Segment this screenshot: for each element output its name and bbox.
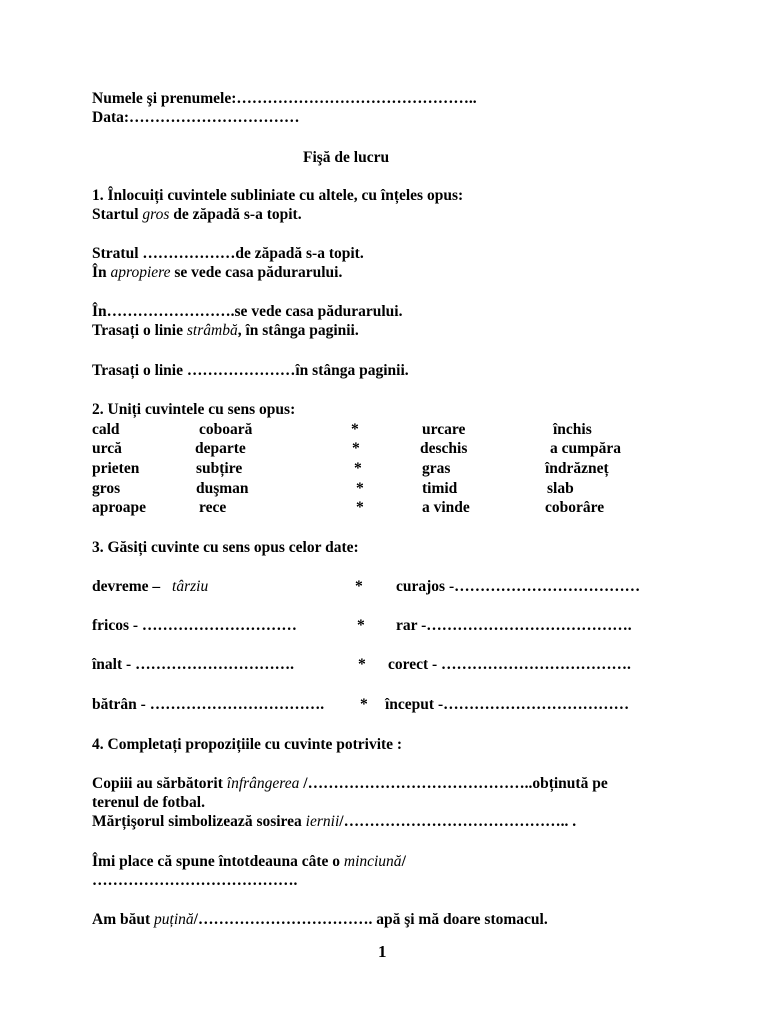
ex3-right-item: rar -…………………………………. <box>396 617 632 634</box>
ex2-star: * <box>354 460 362 477</box>
ex2-word: deschis <box>420 440 468 457</box>
ex3-right-item: început -……………………………… <box>385 696 630 713</box>
ex1-answer-2: În…………………….se vede casa pădurarului. <box>92 303 403 320</box>
name-line: Numele şi prenumele:……………………………………….. <box>92 90 477 107</box>
ex2-star: * <box>351 421 359 438</box>
ex4-instruction: 4. Completați propozițiile cu cuvinte potrivite : <box>92 736 403 753</box>
ex2-word: a cumpăra <box>550 440 622 457</box>
ex3-left-item: bătrân - ……………………………. <box>92 696 325 713</box>
ex4-sentence-4: Am băut puțină/……………………………. apă şi mă doare stomacul. <box>92 911 548 928</box>
ex2-word: departe <box>195 440 246 457</box>
ex2-word: timid <box>422 480 458 497</box>
ex2-word: slab <box>547 480 574 497</box>
ex3-star: * <box>360 696 368 713</box>
ex2-word: rece <box>199 499 227 516</box>
date-line: Data:…………………………… <box>92 109 300 126</box>
ex4-sentence-3-cont: …………………………………. <box>92 872 298 889</box>
ex1-instruction: 1. Înlocuiți cuvintele subliniate cu altele, cu înțeles opus: <box>92 187 464 204</box>
ex1-sentence-2: În apropiere se vede casa pădurarului. <box>92 264 343 281</box>
ex3-left-item: înalt - …………………………. <box>92 656 294 673</box>
page-title: Fişă de lucru <box>303 149 390 166</box>
ex2-word: cald <box>92 421 120 438</box>
ex3-star: * <box>355 578 363 595</box>
ex3-instruction: 3. Găsiți cuvinte cu sens opus celor date: <box>92 539 359 556</box>
ex2-star: * <box>352 440 360 457</box>
ex2-word: subțire <box>196 460 243 477</box>
ex3-star: * <box>357 617 365 634</box>
ex2-word: îndrăzneț <box>545 460 609 477</box>
ex2-star: * <box>356 480 364 497</box>
ex2-word: închis <box>553 421 592 438</box>
ex1-sentence-3: Trasați o linie strâmbă, în stânga paginii. <box>92 322 359 339</box>
ex2-word: urcare <box>422 421 466 438</box>
ex3-left-item: fricos - ………………………… <box>92 617 297 634</box>
ex2-word: aproape <box>92 499 146 516</box>
ex2-word: gros <box>92 480 121 497</box>
ex4-sentence-3: Îmi place că spune întotdeauna câte o minciună/ <box>92 853 406 870</box>
ex3-right-item: corect - ………………………………. <box>388 656 631 673</box>
ex4-sentence-1: Copiii au sărbătorit înfrângerea /……………………………………..obținută pe <box>92 775 608 792</box>
ex3-star: * <box>358 656 366 673</box>
ex2-word: prieten <box>92 460 140 477</box>
page-number: 1 <box>378 942 387 961</box>
ex2-word: duşman <box>196 480 249 497</box>
ex2-star: * <box>356 499 364 516</box>
ex2-word: urcă <box>92 440 122 457</box>
ex2-word: gras <box>422 460 451 477</box>
ex4-sentence-1-cont: terenul de fotbal. <box>92 794 205 811</box>
ex2-word: a vinde <box>422 499 470 516</box>
ex1-answer-1: Stratul ………………de zăpadă s-a topit. <box>92 245 364 262</box>
ex3-left-item: devreme – târziu <box>92 578 209 595</box>
ex3-right-item: curajos -……………………………… <box>396 578 641 595</box>
ex1-answer-3: Trasați o linie …………………în stânga paginii. <box>92 362 409 379</box>
ex2-instruction: 2. Uniți cuvintele cu sens opus: <box>92 401 296 418</box>
ex1-sentence-1: Startul gros de zăpadă s-a topit. <box>92 206 302 223</box>
ex4-sentence-2: Mărțişorul simbolizează sosirea iernii/…………………………………….. . <box>92 813 577 830</box>
ex2-word: coboară <box>199 421 253 438</box>
ex2-word: coborâre <box>545 499 605 516</box>
